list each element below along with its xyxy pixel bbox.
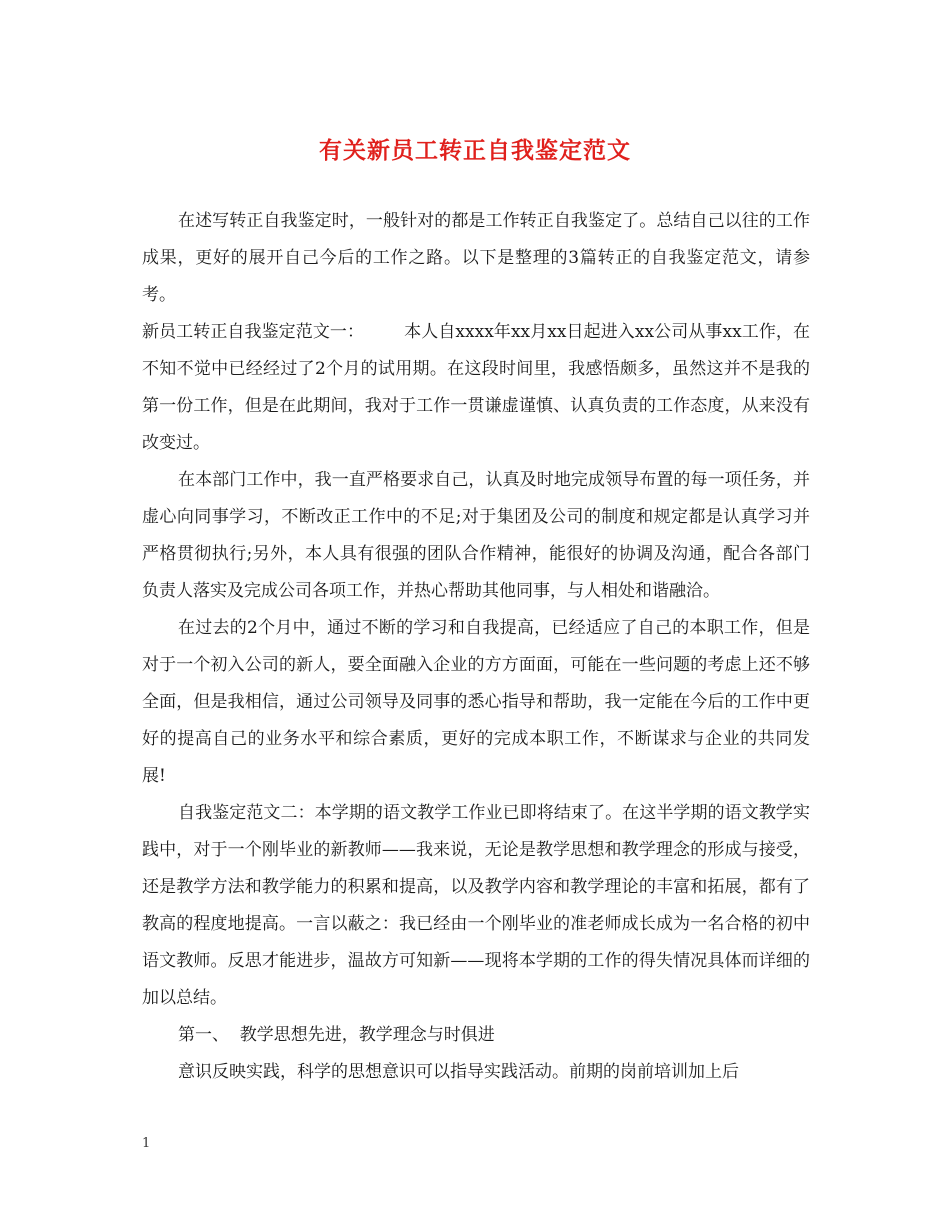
paragraph-text: 本部门工作中，我一直严格要求自己，认真及时地完成领导布置的每一项任务，并虚心向同事学习，不断改正工作中的不足;对于集团及公司的制度和规定都是认真学习并严格贯彻执行;另外，本人具有很强的团队合作精神，能很好的协调及沟通，配合各部门负责人落实及完成公司各项工作，并热心帮助其他同事，与人相处和谐融洽。 <box>142 470 811 601</box>
page-number: 1 <box>142 1136 151 1151</box>
sample-one-text: 本人自xxxx年xx月xx日起进入xx公司从事xx工作，在不知不觉中已经经过了2个月的试用期。在这段时间里，我感悟颇多，虽然这并不是我的第一份工作，但是在此期间，我对于工作一贯谦虚谨慎、认真负责的工作态度，从来没有改变过。 <box>142 322 810 453</box>
body-paragraph: 在过去的2个月中，通过不断的学习和自我提高，已经适应了自己的本职工作，但是对于一个初入公司的新人，要全面融入企业的方方面面，可能在一些问题的考虑上还不够全面，但是我相信，通过公司领导及同事的悉心指导和帮助，我一定能在今后的工作中更好的提高自己的业务水平和综合素质，更好的完成本职工作，不断谋求与企业的共同发展! <box>142 618 810 786</box>
body-paragraph: 意识反映实践，科学的思想意识可以指导实践活动。前期的岗前培训加上后 <box>178 1062 739 1082</box>
intro-paragraph: 在述写转正自我鉴定时，一般针对的都是工作转正自我鉴定了。总结自己以往的工作成果，更好的展开自己今后的工作之路。以下是整理的3篇转正的自我鉴定范文，请参考。 <box>142 211 810 305</box>
body-paragraph <box>142 462 810 610</box>
document-title: 有关新员工转正自我鉴定范文 <box>319 137 631 164</box>
sample-one-heading: 新员工转正自我鉴定范文一： <box>142 322 365 342</box>
sample-two-paragraph: 自我鉴定范文二：本学期的语文教学工作业已即将结束了。在这半学期的语文教学实践中，对于一个刚毕业的新教师——我来说，无论是教学思想和教学理念的形成与接受，还是教学方法和教学能力的积累和提高，以及教学内容和教学理论的丰富和拓展，都有了教高的程度地提高。一言以蔽之：我已经由一个刚毕业的准老师成长成为一名合格的初中语文教师。反思才能进步，温故方可知新——现将本学期的工作的得失情况具体而详细的加以总结。 <box>142 803 810 1008</box>
paragraph-prefix: 在 <box>178 470 196 490</box>
document-body <box>142 203 810 1091</box>
section-heading: 第一、 教学思想先进，教学理念与时俱进 <box>178 1025 495 1045</box>
sample-one-paragraph <box>142 314 810 462</box>
